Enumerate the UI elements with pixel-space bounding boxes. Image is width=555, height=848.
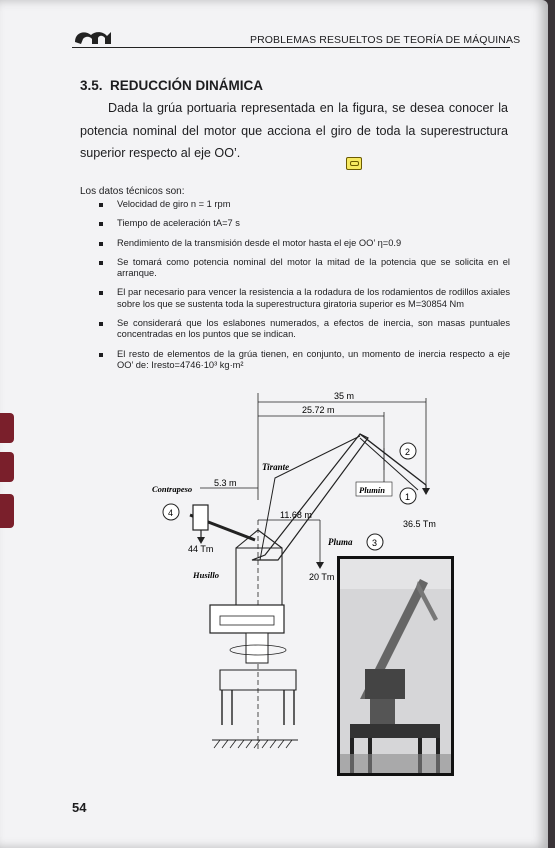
dimension-53-label: 5.3 m <box>214 478 237 488</box>
list-item: El resto de elementos de la grúa tienen, en conjunto, un momento de inercia respecto a eje OO’ de: Iresto=4746·10³ kg·m² <box>99 349 510 372</box>
list-item: El par necesario para vencer la resistencia a la rodadura de los rodamientos de rodillos axiales sobre los que se sustenta toda la superestructura giratoria superior es M=30854 Nm <box>99 287 510 310</box>
problem-statement: Dada la grúa portuaria representada en la figura, se desea conocer la potencia nominal del motor que acciona el giro de toda la superestructura superior respecto al eje OO’. <box>80 101 508 160</box>
counterweight-block <box>193 505 208 530</box>
ground-hatch <box>214 740 292 748</box>
machinery-house <box>210 605 284 633</box>
list-item: Rendimiento de la transmisión desde el motor hasta el eje OO’ η=0.9 <box>99 238 510 249</box>
label-plumin: Plumín <box>359 485 385 495</box>
crane-photo-image <box>340 559 451 773</box>
arrow-head <box>422 488 430 495</box>
binding-tab <box>0 494 14 528</box>
dimension-35-label: 35 m <box>334 391 355 401</box>
list-item: Se considerará que los eslabones numerados, a efectos de inercia, son masas puntuales concentradas en los puntos que se indican. <box>99 318 510 341</box>
technical-data-list <box>99 199 510 379</box>
marker-2-label: 2 <box>405 447 411 457</box>
data-intro: Los datos técnicos son: <box>80 186 185 197</box>
label-pluma: Pluma <box>328 537 353 547</box>
marker-1-label: 1 <box>405 492 411 502</box>
page-number: 54 <box>72 800 87 815</box>
crane-photo <box>337 556 454 776</box>
comment-note-icon[interactable] <box>346 157 362 170</box>
header-title: PROBLEMAS RESUELTOS DE TEORÍA DE MÁQUINAS <box>250 34 521 46</box>
arrow-head <box>316 562 324 569</box>
marker-4-label: 4 <box>168 508 174 518</box>
list-item: Se tomará como potencia nominal del motor la mitad de la potencia que se solicita en el arranque. <box>99 257 510 280</box>
label-husillo: Husillo <box>193 570 219 580</box>
publisher-logo <box>73 26 113 46</box>
jib-plumin <box>360 434 426 485</box>
section-name: REDUCCIÓN DINÁMICA <box>110 78 264 93</box>
list-item: Tiempo de aceleración tA=7 s <box>99 218 510 229</box>
label-tirante: Tirante <box>262 462 290 472</box>
list-item: Velocidad de giro n = 1 rpm <box>99 199 510 210</box>
dimension-2572-label: 25.72 m <box>302 405 335 415</box>
mass-20-label: 20 Tm <box>309 572 335 582</box>
section-title <box>80 78 263 93</box>
binding-tab <box>0 452 14 482</box>
marker-3-label: 3 <box>372 538 378 548</box>
header-divider <box>72 47 510 48</box>
mass-44-label: 44 Tm <box>188 544 214 554</box>
mass-365-label: 36.5 Tm <box>403 519 436 529</box>
slewing-column <box>246 633 268 663</box>
mast-top <box>236 530 282 548</box>
arrow-head <box>197 537 205 544</box>
label-contrapeso: Contrapeso <box>152 484 193 494</box>
section-number: 3.5. <box>80 78 103 93</box>
dimension-1168-label: 11.68 m <box>280 510 312 520</box>
binding-tab <box>0 413 14 443</box>
